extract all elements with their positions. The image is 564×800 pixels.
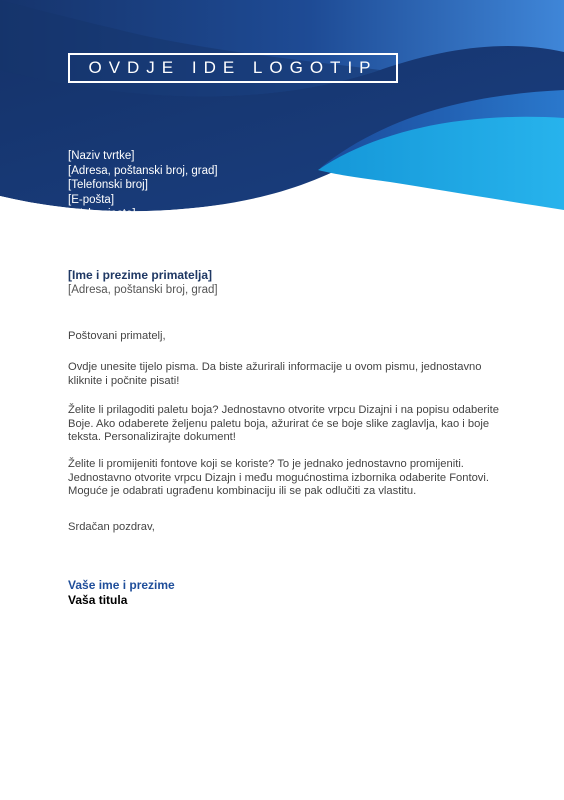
sender-phone[interactable]: [Telefonski broj] [68, 179, 148, 191]
letter-paragraph-1[interactable]: Ovdje unesite tijelo pisma. Da biste ažurirali informacije u ovom pismu, jednostavno kliknite i počnite pisati! [68, 361, 482, 387]
letter-greeting[interactable]: Poštovani primatelj, [68, 330, 166, 342]
recipient-address[interactable]: [Adresa, poštanski broj, grad] [68, 284, 218, 296]
sender-email[interactable]: [E-pošta] [68, 193, 115, 206]
logo-placeholder[interactable]: OVDJE IDE LOGOTIP [68, 53, 398, 83]
recipient-block [68, 268, 218, 298]
sender-website[interactable]: [Web-mjesto] [68, 208, 136, 220]
letter-paragraph-3[interactable]: Želite li promijeniti fontove koji se koriste? To je jednako jednostavno promijeniti. Jednostavno otvorite vrpcu Dizajn i među mogućnostima izbornika odaberite Fontovi. Moguće je odabrati ugrađenu kombinaciju ili se pak odlučiti za vlastitu. [68, 458, 489, 497]
letter-paragraph-2[interactable]: Želite li prilagoditi paletu boja? Jednostavno otvorite vrpcu Dizajni i na popisu odaberite Boje. Ako odaberete željenu paletu boja, ažurirat će se boje slike zaglavlja, kao i boje teksta. Personalizirajte dokument! [68, 404, 499, 443]
signature-name[interactable]: Vaše ime i prezime [68, 578, 175, 592]
sender-info [68, 149, 218, 222]
signature-title[interactable]: Vaša titula [68, 593, 128, 607]
sender-company[interactable]: [Naziv tvrtke] [68, 150, 135, 162]
recipient-name[interactable]: [Ime i prezime primatelja] [68, 268, 213, 282]
sender-address[interactable]: [Adresa, poštanski broj, grad] [68, 164, 218, 177]
letter-closing[interactable]: Srdačan pozdrav, [68, 521, 155, 533]
